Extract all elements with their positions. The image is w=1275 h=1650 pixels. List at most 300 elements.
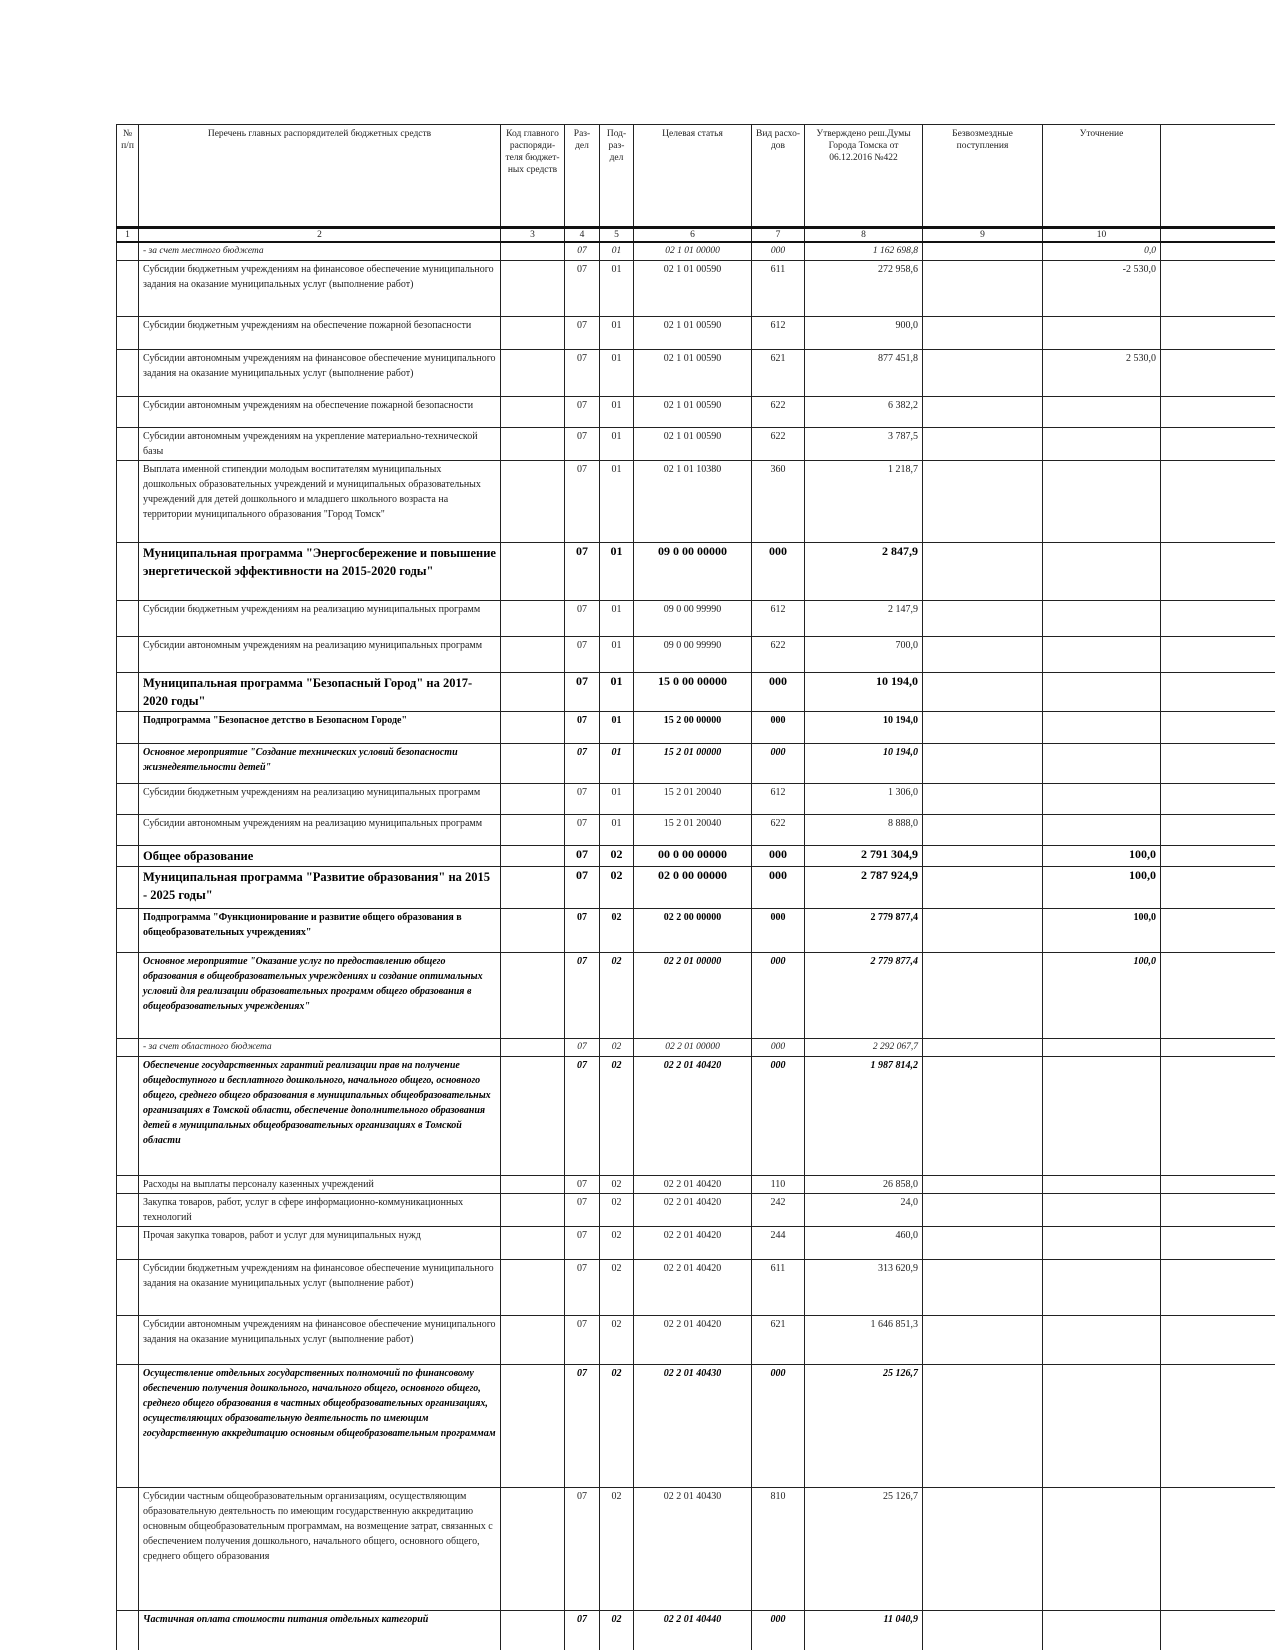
column-number: [1161, 228, 1275, 243]
row-number: [117, 867, 139, 909]
row-expense-type: 000: [752, 867, 805, 909]
column-number: 6: [634, 228, 752, 243]
row-clarification: [1043, 428, 1161, 461]
table-row: [117, 1176, 1275, 1194]
row-free-receipts: [923, 953, 1043, 1039]
row-number: [117, 428, 139, 461]
row-expense-type: 000: [752, 953, 805, 1039]
row-target-item: 09 0 00 99990: [634, 637, 752, 673]
row-section: 07: [565, 784, 600, 815]
row-approved: 2 147,9: [805, 601, 923, 637]
row-free-receipts: [923, 1488, 1043, 1611]
row-target-item: 02 1 01 00590: [634, 317, 752, 350]
table-row: [117, 543, 1275, 601]
row-description: Муниципальная программа "Безопасный Город" на 2017-2020 годы": [139, 673, 501, 712]
row-free-receipts: [923, 1260, 1043, 1316]
row-extra: [1161, 815, 1275, 846]
row-subsection: 01: [600, 428, 634, 461]
row-free-receipts: [923, 909, 1043, 953]
row-free-receipts: [923, 261, 1043, 317]
table-row: [117, 637, 1275, 673]
row-approved: 1 218,7: [805, 461, 923, 543]
header-section: Раз-дел: [565, 125, 600, 228]
row-extra: [1161, 909, 1275, 953]
row-approved: 460,0: [805, 1227, 923, 1260]
row-code: [501, 673, 565, 712]
column-number: 7: [752, 228, 805, 243]
table-row: [117, 1057, 1275, 1176]
row-subsection: 01: [600, 397, 634, 428]
row-subsection: 02: [600, 1039, 634, 1057]
row-free-receipts: [923, 846, 1043, 867]
table-header-row: [117, 125, 1275, 228]
row-section: 07: [565, 1039, 600, 1057]
row-approved: 2 787 924,9: [805, 867, 923, 909]
row-number: [117, 1488, 139, 1611]
row-free-receipts: [923, 1365, 1043, 1488]
row-subsection: 01: [600, 261, 634, 317]
header-recipients: Перечень главных распорядителей бюджетных средств: [139, 125, 501, 228]
header-extra: [1161, 125, 1275, 228]
row-description: Субсидии бюджетным учреждениям на обеспечение пожарной безопасности: [139, 317, 501, 350]
row-extra: [1161, 1039, 1275, 1057]
row-code: [501, 397, 565, 428]
row-extra: [1161, 317, 1275, 350]
row-code: [501, 261, 565, 317]
row-subsection: 01: [600, 637, 634, 673]
row-expense-type: 000: [752, 744, 805, 784]
row-extra: [1161, 1227, 1275, 1260]
row-extra: [1161, 637, 1275, 673]
row-clarification: 0,0: [1043, 242, 1161, 261]
header-code: Код главного распоряди-теля бюджет-ных средств: [501, 125, 565, 228]
row-extra: [1161, 261, 1275, 317]
row-target-item: 02 2 01 40420: [634, 1194, 752, 1227]
row-description: Подпрограмма "Функционирование и развитие общего образования в общеобразовательных учреждениях": [139, 909, 501, 953]
row-target-item: 02 2 01 40420: [634, 1057, 752, 1176]
row-section: 07: [565, 1365, 600, 1488]
row-extra: [1161, 350, 1275, 397]
row-approved: 1 646 851,3: [805, 1316, 923, 1365]
row-number: [117, 1227, 139, 1260]
row-subsection: 01: [600, 744, 634, 784]
row-expense-type: 621: [752, 1316, 805, 1365]
row-approved: 24,0: [805, 1194, 923, 1227]
table-row: [117, 350, 1275, 397]
row-code: [501, 317, 565, 350]
header-approved: Утверждено реш.Думы Города Томска от 06.12.2016 №422: [805, 125, 923, 228]
row-approved: 272 958,6: [805, 261, 923, 317]
row-approved: 1 162 698,8: [805, 242, 923, 261]
row-section: 07: [565, 1611, 600, 1650]
row-subsection: 01: [600, 242, 634, 261]
row-target-item: 15 2 01 20040: [634, 815, 752, 846]
row-number: [117, 953, 139, 1039]
row-clarification: [1043, 1611, 1161, 1650]
row-target-item: 15 2 01 20040: [634, 784, 752, 815]
row-free-receipts: [923, 350, 1043, 397]
row-free-receipts: [923, 673, 1043, 712]
table-row: [117, 815, 1275, 846]
row-subsection: 02: [600, 1227, 634, 1260]
row-number: [117, 1260, 139, 1316]
row-section: 07: [565, 261, 600, 317]
row-subsection: 02: [600, 867, 634, 909]
row-code: [501, 1039, 565, 1057]
row-description: Субсидии бюджетным учреждениям на реализацию муниципальных программ: [139, 784, 501, 815]
row-number: [117, 784, 139, 815]
row-clarification: [1043, 543, 1161, 601]
row-description: Закупка товаров, работ, услуг в сфере информационно-коммуникационных технологий: [139, 1194, 501, 1227]
row-section: 07: [565, 317, 600, 350]
row-extra: [1161, 1194, 1275, 1227]
row-target-item: 02 2 01 40430: [634, 1488, 752, 1611]
row-code: [501, 867, 565, 909]
budget-table: [116, 124, 1275, 1650]
row-expense-type: 000: [752, 242, 805, 261]
row-target-item: 02 2 01 00000: [634, 1039, 752, 1057]
row-description: Муниципальная программа "Развитие образования" на 2015 - 2025 годы": [139, 867, 501, 909]
row-clarification: [1043, 744, 1161, 784]
row-description: Муниципальная программа "Энергосбережение и повышение энергетической эффективности на 2015-2020 годы": [139, 543, 501, 601]
row-expense-type: 612: [752, 784, 805, 815]
row-description: Основное мероприятие "Создание технических условий безопасности жизнедеятельности детей": [139, 744, 501, 784]
table-row: [117, 1488, 1275, 1611]
row-clarification: [1043, 1194, 1161, 1227]
row-code: [501, 909, 565, 953]
row-expense-type: 000: [752, 909, 805, 953]
row-target-item: 09 0 00 00000: [634, 543, 752, 601]
row-clarification: [1043, 601, 1161, 637]
row-code: [501, 846, 565, 867]
row-description: Подпрограмма "Безопасное детство в Безопасном Городе": [139, 712, 501, 744]
row-number: [117, 909, 139, 953]
row-approved: 10 194,0: [805, 744, 923, 784]
header-clarification: Уточнение: [1043, 125, 1161, 228]
row-subsection: 01: [600, 461, 634, 543]
row-clarification: [1043, 1176, 1161, 1194]
row-code: [501, 637, 565, 673]
column-number: 4: [565, 228, 600, 243]
row-description: Субсидии бюджетным учреждениям на финансовое обеспечение муниципального задания на оказание муниципальных услуг (выполнение работ): [139, 261, 501, 317]
row-section: 07: [565, 637, 600, 673]
row-target-item: 02 1 01 00590: [634, 350, 752, 397]
row-description: Субсидии автономным учреждениям на реализацию муниципальных программ: [139, 815, 501, 846]
row-extra: [1161, 1611, 1275, 1650]
row-approved: 900,0: [805, 317, 923, 350]
row-extra: [1161, 543, 1275, 601]
row-description: Выплата именной стипендии молодым воспитателям муниципальных дошкольных образовательных учреждений и муниципальных образовательных учреждений для детей дошкольного и младшего школьного возраста на территории муниципального образования "Город Томск": [139, 461, 501, 543]
row-number: [117, 242, 139, 261]
row-free-receipts: [923, 815, 1043, 846]
row-number: [117, 261, 139, 317]
row-target-item: 02 1 01 10380: [634, 461, 752, 543]
row-extra: [1161, 1316, 1275, 1365]
row-target-item: 02 0 00 00000: [634, 867, 752, 909]
row-subsection: 01: [600, 543, 634, 601]
row-code: [501, 1611, 565, 1650]
row-approved: 2 779 877,4: [805, 953, 923, 1039]
row-subsection: 02: [600, 1260, 634, 1316]
row-target-item: 02 2 00 00000: [634, 909, 752, 953]
column-number: 9: [923, 228, 1043, 243]
row-clarification: 100,0: [1043, 953, 1161, 1039]
row-section: 07: [565, 846, 600, 867]
row-description: Основное мероприятие "Оказание услуг по предоставлению общего образования в общеобразовательных учреждениях и создание оптимальных условий для реализации образовательных программ общего образования в общеобразовательных учреждениях": [139, 953, 501, 1039]
row-clarification: [1043, 815, 1161, 846]
row-clarification: 2 530,0: [1043, 350, 1161, 397]
row-section: 07: [565, 1488, 600, 1611]
row-section: 07: [565, 1057, 600, 1176]
row-number: [117, 1057, 139, 1176]
row-clarification: [1043, 461, 1161, 543]
row-expense-type: 000: [752, 846, 805, 867]
row-subsection: 01: [600, 350, 634, 397]
row-code: [501, 712, 565, 744]
row-target-item: 02 1 01 00590: [634, 261, 752, 317]
table-row: [117, 1611, 1275, 1650]
table-row: [117, 242, 1275, 261]
row-approved: 8 888,0: [805, 815, 923, 846]
row-free-receipts: [923, 784, 1043, 815]
row-section: 07: [565, 1227, 600, 1260]
row-number: [117, 397, 139, 428]
row-description: Субсидии автономным учреждениям на реализацию муниципальных программ: [139, 637, 501, 673]
row-code: [501, 242, 565, 261]
row-code: [501, 1365, 565, 1488]
row-section: 07: [565, 397, 600, 428]
row-subsection: 02: [600, 1194, 634, 1227]
table-row: [117, 1227, 1275, 1260]
row-section: 07: [565, 428, 600, 461]
row-description: Субсидии частным общеобразовательным организациям, осуществляющим образовательную деятельность по имеющим государственную аккредитацию основным общеобразовательным программам, на возмещение затрат, связанных с обеспечением получения дошкольного, начального общего, основного общего, среднего общего образования: [139, 1488, 501, 1611]
row-code: [501, 461, 565, 543]
row-number: [117, 601, 139, 637]
row-description: Прочая закупка товаров, работ и услуг для муниципальных нужд: [139, 1227, 501, 1260]
row-clarification: 100,0: [1043, 909, 1161, 953]
row-section: 07: [565, 712, 600, 744]
table-row: [117, 601, 1275, 637]
table-row: [117, 397, 1275, 428]
row-free-receipts: [923, 744, 1043, 784]
row-clarification: 100,0: [1043, 846, 1161, 867]
column-number: 5: [600, 228, 634, 243]
row-code: [501, 1316, 565, 1365]
row-subsection: 02: [600, 953, 634, 1039]
row-approved: 3 787,5: [805, 428, 923, 461]
row-code: [501, 1488, 565, 1611]
row-description: Субсидии бюджетным учреждениям на финансовое обеспечение муниципального задания на оказание муниципальных услуг (выполнение работ): [139, 1260, 501, 1316]
row-target-item: 02 2 01 40440: [634, 1611, 752, 1650]
row-free-receipts: [923, 543, 1043, 601]
row-description: Субсидии автономным учреждениям на финансовое обеспечение муниципального задания на оказание муниципальных услуг (выполнение работ): [139, 1316, 501, 1365]
row-number: [117, 350, 139, 397]
row-approved: 6 382,2: [805, 397, 923, 428]
row-free-receipts: [923, 397, 1043, 428]
row-extra: [1161, 601, 1275, 637]
row-expense-type: 612: [752, 317, 805, 350]
table-row: [117, 1260, 1275, 1316]
row-section: 07: [565, 909, 600, 953]
row-number: [117, 317, 139, 350]
column-number: 1: [117, 228, 139, 243]
row-section: 07: [565, 744, 600, 784]
row-approved: 877 451,8: [805, 350, 923, 397]
row-free-receipts: [923, 867, 1043, 909]
row-expense-type: 622: [752, 428, 805, 461]
table-row: [117, 784, 1275, 815]
row-section: 07: [565, 601, 600, 637]
table-row: [117, 1365, 1275, 1488]
header-number: № п/п: [117, 125, 139, 228]
row-extra: [1161, 461, 1275, 543]
row-extra: [1161, 1488, 1275, 1611]
table-row: [117, 846, 1275, 867]
row-clarification: [1043, 1488, 1161, 1611]
row-clarification: [1043, 1260, 1161, 1316]
row-free-receipts: [923, 637, 1043, 673]
table-row: [117, 317, 1275, 350]
row-clarification: [1043, 1365, 1161, 1488]
row-code: [501, 1260, 565, 1316]
row-free-receipts: [923, 1316, 1043, 1365]
row-target-item: 15 0 00 00000: [634, 673, 752, 712]
row-approved: 1 987 814,2: [805, 1057, 923, 1176]
row-target-item: 02 2 01 40420: [634, 1260, 752, 1316]
table-row: [117, 673, 1275, 712]
table-row: [117, 953, 1275, 1039]
row-subsection: 01: [600, 317, 634, 350]
row-approved: 26 858,0: [805, 1176, 923, 1194]
row-expense-type: 000: [752, 712, 805, 744]
row-code: [501, 1176, 565, 1194]
row-extra: [1161, 867, 1275, 909]
row-approved: 2 292 067,7: [805, 1039, 923, 1057]
row-description: Субсидии бюджетным учреждениям на реализацию муниципальных программ: [139, 601, 501, 637]
row-section: 07: [565, 1316, 600, 1365]
row-code: [501, 543, 565, 601]
row-target-item: 02 1 01 00590: [634, 428, 752, 461]
row-approved: 2 847,9: [805, 543, 923, 601]
row-description: Осуществление отдельных государственных полномочий по финансовому обеспечению получения дошкольного, начального общего, основного общего, среднего общего образования в частных общеобразовательных организациях, осуществляющих образовательную деятельность по имеющим государственную аккредитацию основным общеобразовательным программам: [139, 1365, 501, 1488]
table-row: [117, 428, 1275, 461]
row-clarification: [1043, 784, 1161, 815]
row-expense-type: 000: [752, 1039, 805, 1057]
header-free-receipts: Безвозмездные поступления: [923, 125, 1043, 228]
row-expense-type: 000: [752, 1611, 805, 1650]
row-code: [501, 744, 565, 784]
row-description: Частичная оплата стоимости питания отдельных категорий: [139, 1611, 501, 1650]
row-clarification: [1043, 317, 1161, 350]
row-number: [117, 1365, 139, 1488]
row-number: [117, 1316, 139, 1365]
row-expense-type: 242: [752, 1194, 805, 1227]
row-free-receipts: [923, 1057, 1043, 1176]
row-free-receipts: [923, 1194, 1043, 1227]
row-code: [501, 815, 565, 846]
row-approved: 25 126,7: [805, 1365, 923, 1488]
row-free-receipts: [923, 428, 1043, 461]
row-free-receipts: [923, 712, 1043, 744]
row-clarification: [1043, 1057, 1161, 1176]
row-expense-type: 622: [752, 815, 805, 846]
row-expense-type: 621: [752, 350, 805, 397]
row-expense-type: 810: [752, 1488, 805, 1611]
row-subsection: 02: [600, 909, 634, 953]
row-code: [501, 953, 565, 1039]
row-free-receipts: [923, 1611, 1043, 1650]
row-extra: [1161, 744, 1275, 784]
row-section: 07: [565, 867, 600, 909]
row-clarification: [1043, 397, 1161, 428]
row-target-item: 02 2 01 40420: [634, 1227, 752, 1260]
row-target-item: 02 2 01 40430: [634, 1365, 752, 1488]
row-clarification: [1043, 673, 1161, 712]
row-subsection: 02: [600, 1611, 634, 1650]
row-free-receipts: [923, 1227, 1043, 1260]
row-extra: [1161, 846, 1275, 867]
row-expense-type: 622: [752, 637, 805, 673]
row-free-receipts: [923, 461, 1043, 543]
row-code: [501, 1227, 565, 1260]
row-number: [117, 846, 139, 867]
row-extra: [1161, 428, 1275, 461]
table-row: [117, 867, 1275, 909]
row-expense-type: 000: [752, 1057, 805, 1176]
row-free-receipts: [923, 601, 1043, 637]
column-number: 2: [139, 228, 501, 243]
row-subsection: 02: [600, 846, 634, 867]
row-section: 07: [565, 543, 600, 601]
row-code: [501, 601, 565, 637]
row-expense-type: 612: [752, 601, 805, 637]
table-row: [117, 712, 1275, 744]
row-approved: 2 791 304,9: [805, 846, 923, 867]
column-number: 3: [501, 228, 565, 243]
row-clarification: [1043, 1039, 1161, 1057]
row-number: [117, 744, 139, 784]
row-extra: [1161, 953, 1275, 1039]
table-row: [117, 1039, 1275, 1057]
row-section: 07: [565, 673, 600, 712]
row-approved: 700,0: [805, 637, 923, 673]
row-subsection: 01: [600, 601, 634, 637]
row-free-receipts: [923, 1176, 1043, 1194]
row-expense-type: 611: [752, 1260, 805, 1316]
row-description: - за счет областного бюджета: [139, 1039, 501, 1057]
row-clarification: -2 530,0: [1043, 261, 1161, 317]
row-extra: [1161, 673, 1275, 712]
row-expense-type: 611: [752, 261, 805, 317]
row-description: Субсидии автономным учреждениям на финансовое обеспечение муниципального задания на оказание муниципальных услуг (выполнение работ): [139, 350, 501, 397]
row-target-item: 02 2 01 40420: [634, 1176, 752, 1194]
row-code: [501, 350, 565, 397]
row-clarification: [1043, 1227, 1161, 1260]
row-description: Субсидии автономным учреждениям на обеспечение пожарной безопасности: [139, 397, 501, 428]
row-number: [117, 461, 139, 543]
row-extra: [1161, 242, 1275, 261]
row-extra: [1161, 1057, 1275, 1176]
row-clarification: 100,0: [1043, 867, 1161, 909]
row-target-item: 09 0 00 99990: [634, 601, 752, 637]
row-subsection: 02: [600, 1365, 634, 1488]
row-subsection: 02: [600, 1316, 634, 1365]
row-section: 07: [565, 461, 600, 543]
row-approved: 11 040,9: [805, 1611, 923, 1650]
row-number: [117, 1194, 139, 1227]
row-target-item: 02 1 01 00000: [634, 242, 752, 261]
row-section: 07: [565, 1260, 600, 1316]
